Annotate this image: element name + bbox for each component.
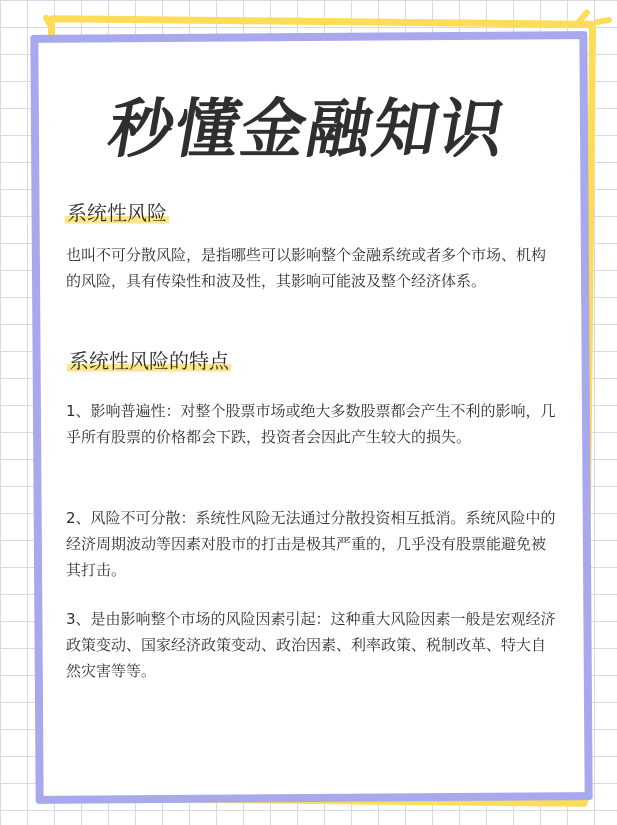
section-body-systemic-risk: 也叫不可分散风险，是指哪些可以影响整个金融系统或者多个市场、机构的风险，具有传染性和波及性，其影响可能波及整个经济体系。 [66, 246, 547, 290]
page-title: 秒懂金融知识 [102, 93, 512, 167]
point-item: 1、影响普遍性：对整个股票市场或绝大多数股票都会产生不利的影响，几乎所有股票的价格都会下跌，投资者会因此产生较大的损失。 [66, 402, 556, 446]
section-heading-characteristics: 系统性风险的特点 [67, 345, 231, 374]
point-item: 2、风险不可分散：系统性风险无法通过分散投资相互抵消。系统风险中的经济周期波动等因素对股市的打击是极其严重的，几乎没有股票能避免被其打击。 [66, 509, 556, 579]
point-item: 3、是由影响整个市场的风险因素引起：这种重大风险因素一般是宏观经济政策变动、国家经济政策变动、政治因素、利率政策、税制改革、特大自然灾害等等。 [66, 610, 556, 680]
section-heading-systemic-risk: 系统性风险 [65, 197, 169, 226]
